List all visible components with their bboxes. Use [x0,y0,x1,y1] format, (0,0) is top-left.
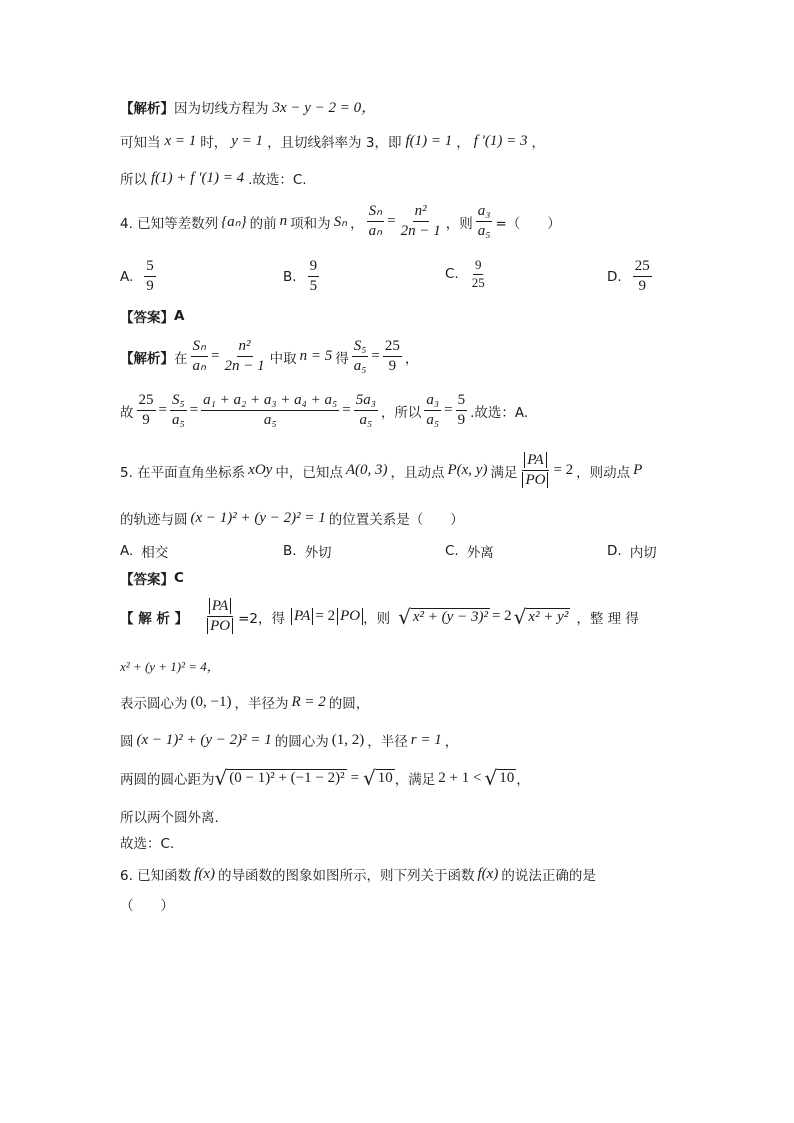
q4-text: .故选：A. [470,404,529,421]
q5-text: 的轨迹与圆 [120,512,188,528]
q4-text: 4. 已知等差数列 [120,215,219,232]
sqrt-expression: √ 10 [363,766,393,790]
q4-text: 得 [335,350,349,367]
q3-text: 所以 [120,172,147,188]
q3-math: f(1) = 1 [405,132,453,149]
q4-option-a: A. $\frac{5}{9}$ [120,258,154,295]
q3-analysis-line-2 [120,131,545,151]
fraction: $\frac{\text{a₃}}{\text{a₅}}$ [477,203,491,240]
q4-math: n [279,213,288,230]
q5-option-a: A. 相交 [120,543,169,561]
answer-tag: 【答案】 [120,310,174,326]
sqrt-expression: √ 10 [484,766,515,790]
q3-text: 时， [200,135,228,151]
analysis-tag: 【解析】 [120,100,174,117]
q5-answer-value: C [174,570,184,586]
fraction: $\frac{\text{Sₙ}}{\text{aₙ}}$ [368,203,383,240]
q4-text: =（ ） [495,215,561,232]
q3-analysis-line-1 [120,96,376,117]
q4-analysis-line-2: 故 $\frac{25}{9}$ = $\frac{\text{S₅}}{\text{a₅}}$ = $\frac{\text{a₁ + a₂ + a₃ + a₄ + a₅}}{\text{a₅}}$ = $\frac{\text{5a₃}}{\text{a₅}}$ ，所以 $\frac{\text{a₃}}{\text{a₅}}$ = $\frac{5}{9}$ .故选：A. [120,392,529,429]
equals: = [387,213,396,230]
q4-text: 项和为 [290,215,331,232]
q5-text: 5. 在平面直角坐标系 [120,464,246,481]
q5-option-b: B. 外切 [283,543,332,561]
q3-math: f(1) + f ′(1) = 4 [151,169,245,186]
q3-text: ，且切线斜率为 3，即 [267,135,402,151]
q3-text: 可知当 [120,135,161,151]
q3-tangent-eq: 3x − y − 2 = 0， [272,100,377,116]
q4-text: ，所以 [380,404,422,421]
q5-text: 中，已知点 [275,464,343,481]
q4-math: Sₙ [333,214,348,231]
analysis-tag: 【解析】 [120,350,174,367]
q5-analysis-line-4: 圆 (x − 1)² + (y − 2)² = 1 的圆心为 (1, 2) ，半径 r = 1 ， [120,731,459,750]
q3-text: 因为切线方程为 [174,100,269,117]
q3-text: ， [531,135,546,151]
q4-answer-value: A [174,308,185,324]
q3-math: f ′(1) = 3 [473,132,528,149]
sqrt-expression: √ x² + (y − 3)² [398,604,488,629]
answer-tag: 【答案】 [120,572,174,588]
q3-math: y = 1 [231,132,264,149]
q5-text: ，则动点 [576,464,631,481]
analysis-tag: 【 解 析 】 [120,610,189,627]
q5-text: ，且动点 [390,464,445,481]
q5-analysis-line-5: 两圆的圆心距为 √ (0 − 1)² + (−1 − 2)² = √ 10 ，满足 2 + 1 < √ 10 ， [120,766,530,790]
q5-stem-line-2: 的轨迹与圆 (x − 1)² + (y − 2)² = 1 的位置关系是（ ） [120,509,464,528]
q5-analysis-line-1: 【 解 析 】 $\frac{PA}{PO}$ =2，得 PA = 2 PO ，则 √ x² + (y − 3)² = 2 √ x² + y² ，整 理 得 [120,598,639,635]
q6-stem-line-1: 6. 已知函数 f(x) 的导函数的图象如图所示，则下列关于函数 f(x) 的说法正确的是 [120,865,596,884]
q4-text: 在 [174,350,188,367]
q4-analysis-line-1: 【解析】 在 $\frac{\text{Sₙ}}{\text{aₙ}}$ = $\frac{\text{n²}}{2n - 1}$ 中取 n = 5 得 $\frac{\text{S₅}}{\text{a₅}}$ = $\frac{25}{9}$ ， [120,338,419,375]
q4-option-d: D. $\frac{25}{9}$ [607,258,650,295]
q4-option-c: C. $\frac{9}{25}$ [445,257,485,290]
q5-option-c: C. 外离 [445,543,494,561]
q5-analysis-line-6: 所以两个圆外离. [120,810,219,826]
q4-text: 的前 [249,215,277,232]
sqrt-expression: √ x² + y² [513,604,569,629]
q3-analysis-line-3 [120,168,307,188]
q4-text: 中取 [269,350,297,367]
q4-option-b: B. $\frac{9}{5}$ [283,258,318,295]
q5-answer [120,568,184,588]
q3-math: x = 1 [164,132,197,149]
q5-analysis-line-7: 故选：C. [120,836,175,852]
q5-text: 满足 [490,464,518,481]
q6-stem-line-2: （ ） [120,898,174,914]
q5-stem-line-1: 5. 在平面直角坐标系 xOy 中，已知点 A(0, 3) ，且动点 P(x, y) 满足 $\frac{PA}{PO}$ = 2 ，则动点 P [120,452,643,489]
q5-option-d: D. 内切 [607,543,657,561]
q5-analysis-line-2: x² + (y + 1)² = 4， [120,659,220,674]
q5-text: 的位置关系是（ ） [328,512,464,528]
q4-text: ，则 [445,215,473,232]
q4-math: {aₙ} [221,214,247,231]
q3-text: ， [456,135,470,151]
q3-text: .故选：C. [248,172,307,188]
sqrt-expression: √ (0 − 1)² + (−1 − 2)² [214,766,345,790]
q4-answer [120,306,184,326]
q4-text: ， [350,215,364,232]
q4-stem [120,203,561,241]
fraction: $\frac{\text{n²}}{2n - 1}$ [400,203,441,240]
q5-analysis-line-3: 表示圆心为 (0, −1) ，半径为 R = 2 的圆， [120,693,370,712]
q4-text: 故 [120,404,134,421]
